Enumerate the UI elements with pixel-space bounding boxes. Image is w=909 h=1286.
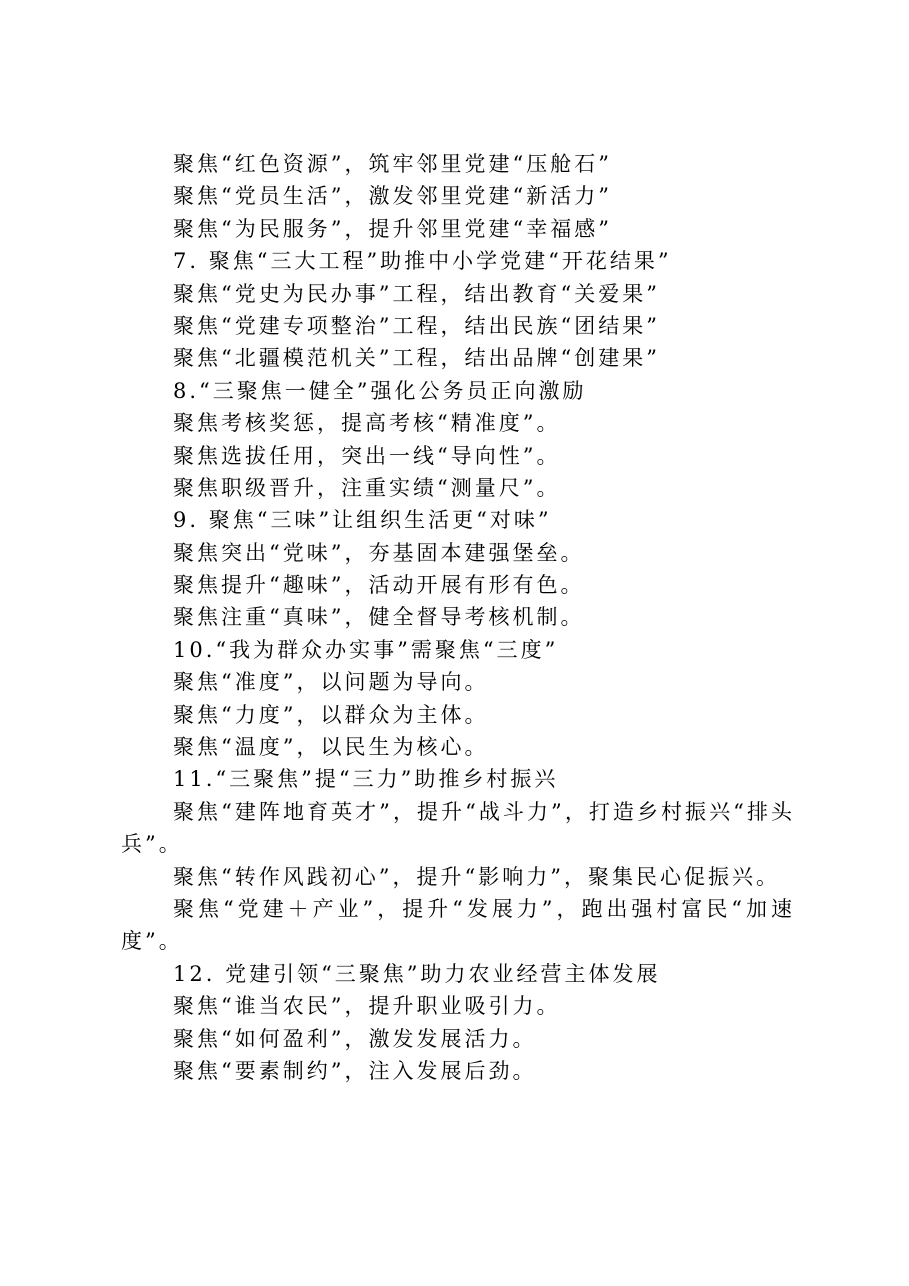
text-line: 聚焦“温度”，以民生为核心。	[173, 735, 489, 760]
text-line: 聚焦“为民服务”，提升邻里党建“幸福感”	[173, 216, 612, 241]
paragraph: 聚焦“转作风践初心”，提升“影响力”，聚集民心促振兴。	[173, 864, 780, 889]
text-line: 聚焦“红色资源”，筑牢邻里党建“压舱石”	[173, 152, 612, 176]
paragraph: 聚焦“建阵地育英才”，提升“战斗力”，打造乡村振兴“排头兵”。	[121, 799, 795, 857]
section-heading-12: 12. 党建引领“三聚焦”助力农业经营主体发展	[173, 961, 661, 986]
text-line: 聚焦“党员生活”，激发邻里党建“新活力”	[173, 184, 612, 209]
section-heading-10: 10.“我为群众办实事”需聚焦“三度”	[173, 637, 559, 662]
text-line: 聚焦提升“趣味”，活动开展有形有色。	[173, 573, 585, 598]
section-heading-9: 9. 聚焦“三味”让组织生活更“对味”	[173, 508, 552, 533]
text-line: 聚焦“力度”，以群众为主体。	[173, 702, 489, 727]
section-heading-11: 11.“三聚焦”提“三力”助推乡村振兴	[173, 767, 559, 792]
text-line: 聚焦“北疆模范机关”工程，结出品牌“创建果”	[173, 346, 660, 371]
text-line: 聚焦“如何盈利”，激发发展活力。	[173, 1026, 537, 1051]
text-line: 聚焦“准度”，以问题为导向。	[173, 670, 489, 695]
section-heading-8: 8.“三聚焦一健全”强化公务员正向激励	[173, 378, 587, 403]
text-line: 聚焦注重“真味”，健全督导考核机制。	[173, 605, 585, 630]
section-heading-7: 7. 聚焦“三大工程”助推中小学党建“开花结果”	[173, 249, 672, 274]
text-line: 聚焦考核奖惩，提高考核“精准度”。	[173, 411, 561, 436]
text-line: 聚焦选拔任用，突出一线“导向性”。	[173, 443, 561, 468]
text-line: 聚焦“谁当农民”，提升职业吸引力。	[173, 994, 561, 1019]
text-line: 聚焦“要素制约”，注入发展后劲。	[173, 1059, 537, 1084]
document-body	[121, 148, 795, 1087]
text-line: 聚焦“党建专项整治”工程，结出民族“团结果”	[173, 313, 660, 338]
text-line: 聚焦突出“党味”，夯基固本建强堡垒。	[173, 540, 585, 565]
text-line: 聚焦职级晋升，注重实绩“测量尺”。	[173, 475, 561, 500]
paragraph: 聚焦“党建＋产业”，提升“发展力”，跑出强村富民“加速度”。	[121, 897, 795, 954]
text-line: 聚焦“党史为民办事”工程，结出教育“关爱果”	[173, 281, 660, 306]
